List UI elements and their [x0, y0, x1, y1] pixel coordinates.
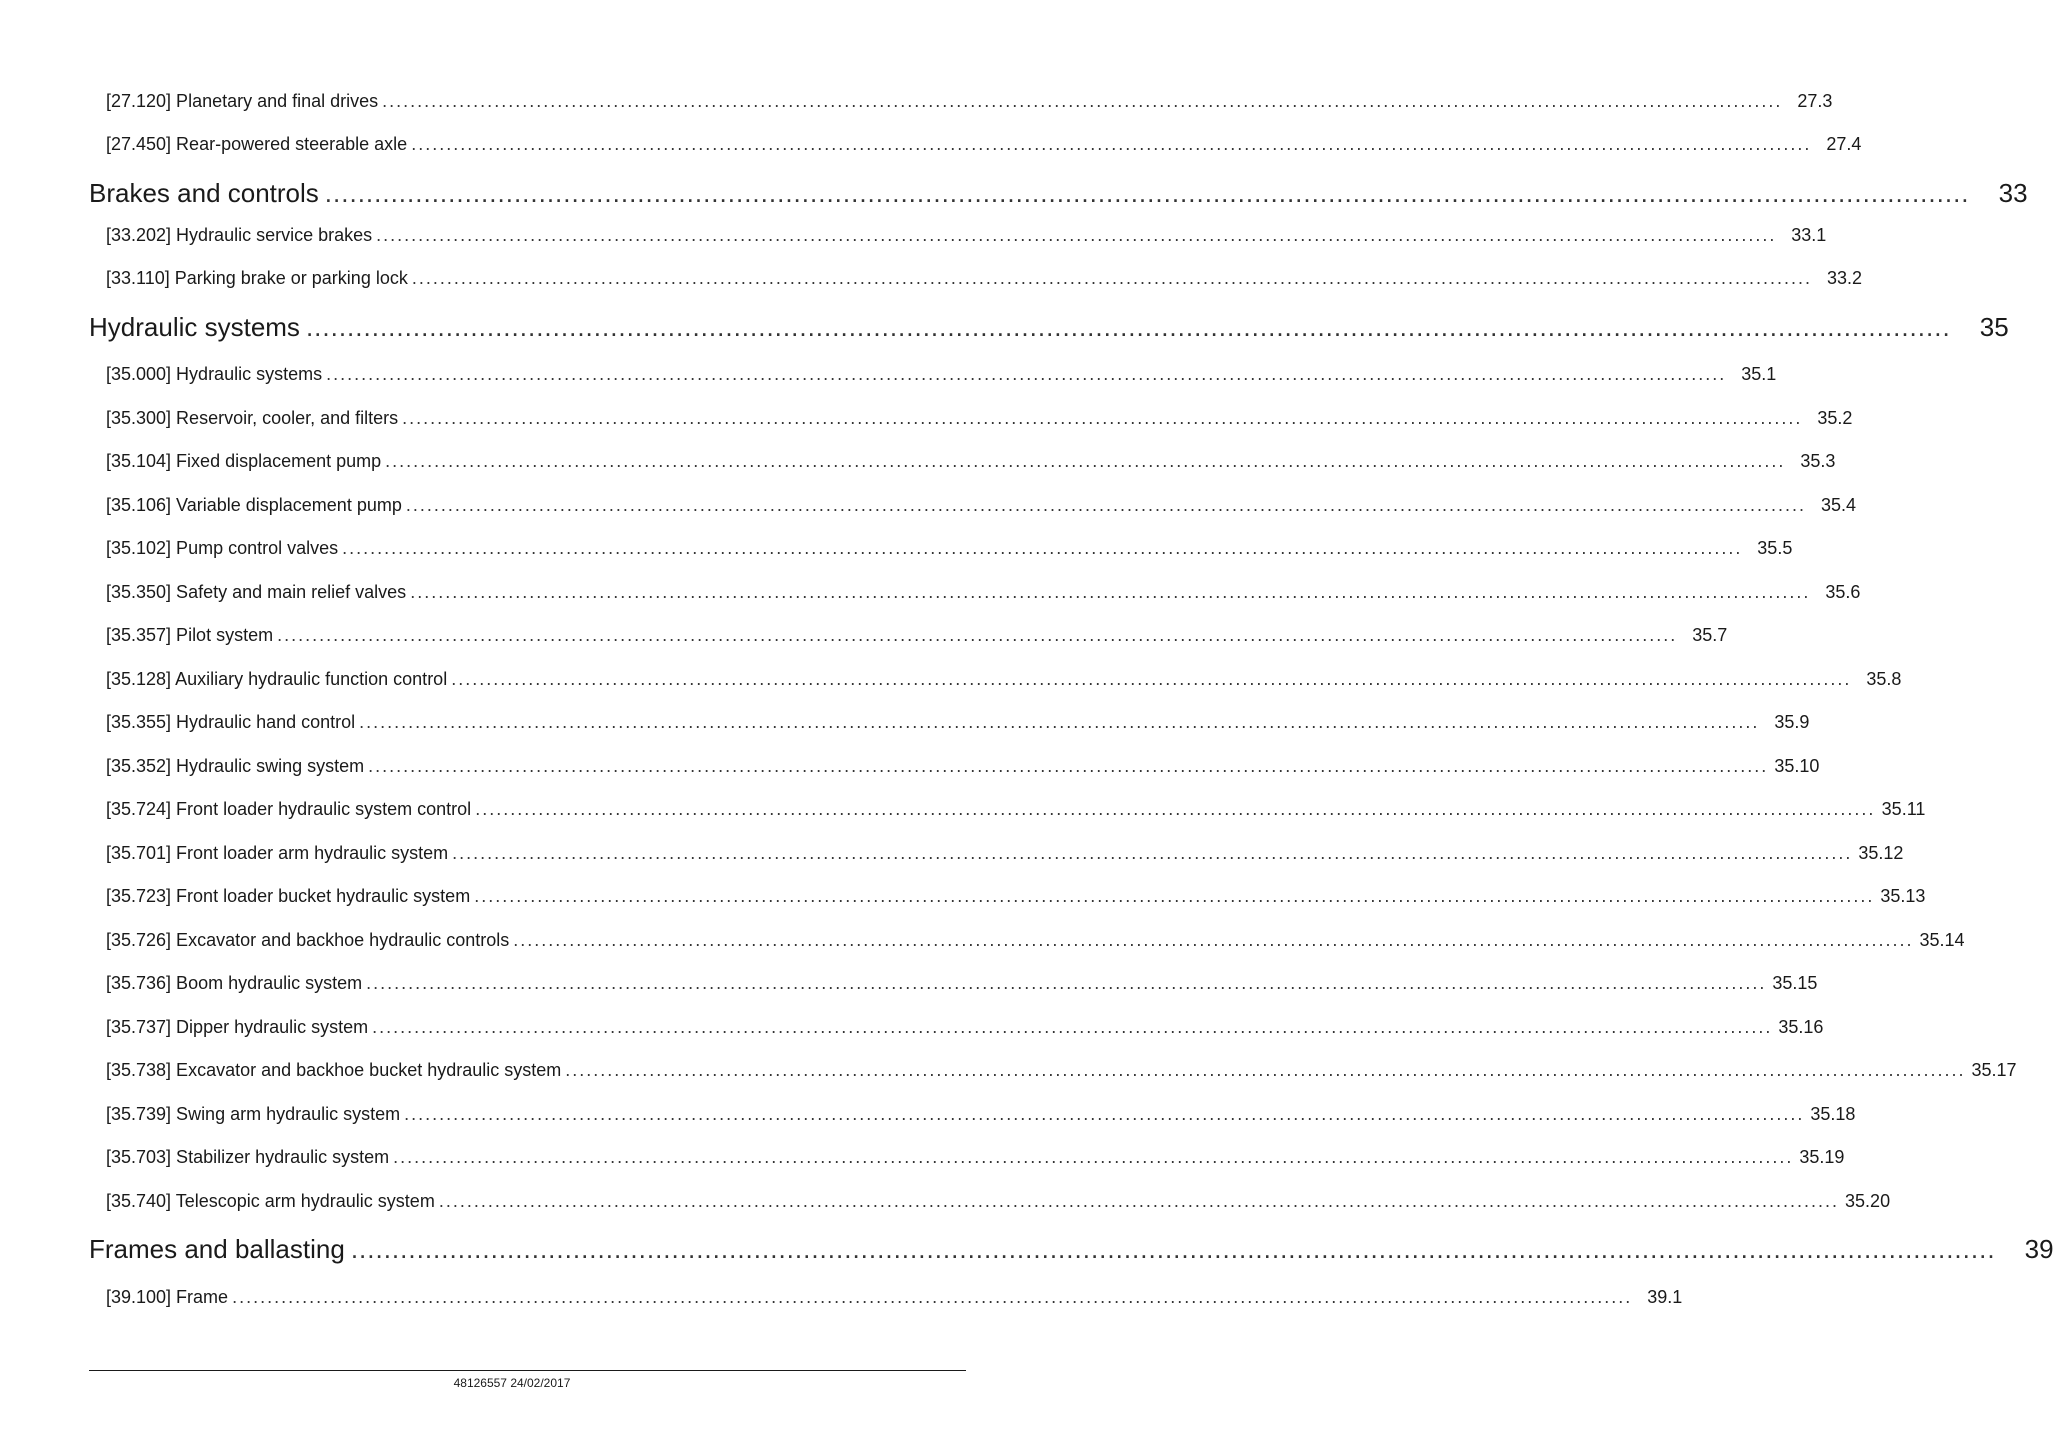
- dot-leader: ........................................................................................................................................................................................................: [350, 1234, 1996, 1264]
- toc-page-number: 35.6: [1825, 582, 1861, 602]
- toc-page-number: 35.2: [1817, 408, 1853, 428]
- toc-entry[interactable]: [106, 450, 1836, 472]
- footer-doc-id: 48126557 24/02/2017: [453, 1376, 571, 1390]
- toc-label: Frames and ballasting: [89, 1234, 345, 1264]
- toc-page-number: 35.9: [1774, 712, 1810, 732]
- toc-entry[interactable]: [106, 407, 1853, 429]
- dot-leader: ........................................................................................................................................................................................................: [376, 225, 1777, 245]
- toc-entry[interactable]: [106, 711, 1810, 733]
- toc-page-number: 35.11: [1881, 799, 1926, 819]
- dot-leader: ........................................................................................................................................................................................................: [405, 495, 1807, 515]
- toc-label: [35.352] Hydraulic swing system: [106, 756, 365, 776]
- toc-label: [35.128] Auxiliary hydraulic function control: [106, 669, 448, 689]
- toc-page-number: 35.8: [1866, 669, 1902, 689]
- toc-page-number: 35.5: [1757, 538, 1793, 558]
- toc-page-number: 27.3: [1797, 91, 1833, 111]
- dot-leader: ........................................................................................................................................................................................................: [410, 582, 1811, 602]
- toc-entry[interactable]: [106, 1059, 2017, 1081]
- dot-leader: ........................................................................................................................................................................................................: [368, 756, 1769, 776]
- toc-page-number: 39: [2024, 1234, 2054, 1264]
- toc-entry[interactable]: [106, 267, 1863, 289]
- dot-leader: ........................................................................................................................................................................................................: [382, 91, 1783, 111]
- dot-leader: ........................................................................................................................................................................................................: [277, 625, 1678, 645]
- toc-page-number: 39.1: [1647, 1287, 1683, 1307]
- toc-label: [33.110] Parking brake or parking lock: [106, 268, 408, 288]
- toc-entry[interactable]: [106, 668, 1902, 690]
- toc-entry[interactable]: [106, 224, 1827, 246]
- toc-label: [33.202] Hydraulic service brakes: [106, 225, 373, 245]
- toc-page-number: 35.15: [1772, 973, 1818, 993]
- toc-label: [35.703] Stabilizer hydraulic system: [106, 1147, 390, 1167]
- toc-label: [35.723] Front loader bucket hydraulic system: [106, 886, 471, 906]
- dot-leader: ........................................................................................................................................................................................................: [411, 134, 1812, 154]
- dot-leader: ........................................................................................................................................................................................................: [366, 973, 1767, 993]
- toc-entry[interactable]: [106, 494, 1857, 516]
- toc-label: [35.102] Pump control valves: [106, 538, 339, 558]
- toc-label: [35.740] Telescopic arm hydraulic system: [106, 1191, 435, 1211]
- toc-entry[interactable]: [106, 624, 1728, 646]
- toc-page-number: 33.1: [1791, 225, 1827, 245]
- toc-label: [35.701] Front loader arm hydraulic system: [106, 843, 449, 863]
- dot-leader: ........................................................................................................................................................................................................: [326, 364, 1727, 384]
- toc-page-number: 35: [1979, 312, 2009, 342]
- toc-page-number: 35.10: [1774, 756, 1820, 776]
- dot-leader: ........................................................................................................................................................................................................: [452, 843, 1853, 863]
- toc-entry[interactable]: [106, 363, 1777, 385]
- dot-leader: ........................................................................................................................................................................................................: [404, 1104, 1805, 1124]
- toc-page-number: 27.4: [1826, 134, 1862, 154]
- toc-page-number: 35.4: [1821, 495, 1857, 515]
- toc-label: [35.739] Swing arm hydraulic system: [106, 1104, 401, 1124]
- toc-label: [35.736] Boom hydraulic system: [106, 973, 363, 993]
- dot-leader: ........................................................................................................................................................................................................: [359, 712, 1760, 732]
- toc-label: [35.737] Dipper hydraulic system: [106, 1017, 369, 1037]
- toc-entry[interactable]: [106, 755, 1820, 777]
- toc-page-number: 35.13: [1880, 886, 1926, 906]
- dot-leader: ........................................................................................................................................................................................................: [393, 1147, 1794, 1167]
- toc-label: Hydraulic systems: [89, 312, 300, 342]
- toc-page-number: 35.19: [1799, 1147, 1845, 1167]
- toc-entry[interactable]: [106, 1016, 1824, 1038]
- dot-leader: ........................................................................................................................................................................................................: [342, 538, 1743, 558]
- toc-page-number: 35.7: [1692, 625, 1728, 645]
- dot-leader: ........................................................................................................................................................................................................: [232, 1287, 1633, 1307]
- toc-page-number: 35.18: [1810, 1104, 1856, 1124]
- toc-label: [35.738] Excavator and backhoe bucket hydraulic system: [106, 1060, 562, 1080]
- toc-label: [35.106] Variable displacement pump: [106, 495, 402, 515]
- toc-page-number: 35.14: [1919, 930, 1965, 950]
- toc-page-number: 35.17: [1971, 1060, 2017, 1080]
- dot-leader: ........................................................................................................................................................................................................: [565, 1060, 1966, 1080]
- toc-page-number: 35.16: [1778, 1017, 1824, 1037]
- toc-page-number: 33.2: [1827, 268, 1863, 288]
- toc-entry[interactable]: [106, 537, 1793, 559]
- toc-page-number: 35.12: [1858, 843, 1904, 863]
- toc-label: [35.000] Hydraulic systems: [106, 364, 323, 384]
- toc-label: [27.450] Rear-powered steerable axle: [106, 134, 408, 154]
- toc-label: [27.120] Planetary and final drives: [106, 91, 379, 111]
- toc-section-heading[interactable]: [89, 177, 2028, 209]
- dot-leader: ........................................................................................................................................................................................................: [438, 1191, 1840, 1211]
- footer-divider: [89, 1370, 966, 1371]
- toc-section-heading[interactable]: [89, 311, 2009, 343]
- toc-page-number: 35.1: [1741, 364, 1777, 384]
- dot-leader: ........................................................................................................................................................................................................: [305, 312, 1951, 342]
- dot-leader: ........................................................................................................................................................................................................: [385, 451, 1786, 471]
- toc-page-number: 35.3: [1800, 451, 1836, 471]
- toc-label: [35.300] Reservoir, cooler, and filters: [106, 408, 399, 428]
- dot-leader: ........................................................................................................................................................................................................: [513, 930, 1914, 950]
- dot-leader: ........................................................................................................................................................................................................: [402, 408, 1803, 428]
- toc-label: [39.100] Frame: [106, 1287, 229, 1307]
- toc-label: [35.104] Fixed displacement pump: [106, 451, 382, 471]
- toc-label: [35.724] Front loader hydraulic system control: [106, 799, 472, 819]
- toc-label: [35.355] Hydraulic hand control: [106, 712, 356, 732]
- toc-label: [35.350] Safety and main relief valves: [106, 582, 407, 602]
- toc-entry[interactable]: [106, 1146, 1845, 1168]
- toc-page-number: 33: [1998, 178, 2028, 208]
- toc-entry[interactable]: [106, 1190, 1891, 1212]
- toc-section-heading[interactable]: [89, 1233, 2054, 1265]
- toc-entry[interactable]: [106, 842, 1904, 864]
- dot-leader: ........................................................................................................................................................................................................: [475, 799, 1876, 819]
- toc-label: [35.357] Pilot system: [106, 625, 274, 645]
- toc-entry[interactable]: [106, 929, 1965, 951]
- toc-label: [35.726] Excavator and backhoe hydraulic controls: [106, 930, 510, 950]
- toc-entry[interactable]: [106, 133, 1862, 155]
- toc-entry[interactable]: [106, 798, 1926, 820]
- toc-page-number: 35.20: [1845, 1191, 1891, 1211]
- dot-leader: ........................................................................................................................................................................................................: [474, 886, 1875, 906]
- toc-entry[interactable]: [106, 581, 1861, 603]
- toc-entry[interactable]: [106, 90, 1833, 112]
- toc-entry[interactable]: [106, 1286, 1683, 1308]
- toc-entry[interactable]: [106, 972, 1818, 994]
- toc-label: Brakes and controls: [89, 178, 319, 208]
- dot-leader: ........................................................................................................................................................................................................: [324, 178, 1970, 208]
- dot-leader: ........................................................................................................................................................................................................: [372, 1017, 1773, 1037]
- dot-leader: ........................................................................................................................................................................................................: [411, 268, 1813, 288]
- toc-entry[interactable]: [106, 1103, 1856, 1125]
- toc-entry[interactable]: [106, 885, 1926, 907]
- dot-leader: ........................................................................................................................................................................................................: [451, 669, 1852, 689]
